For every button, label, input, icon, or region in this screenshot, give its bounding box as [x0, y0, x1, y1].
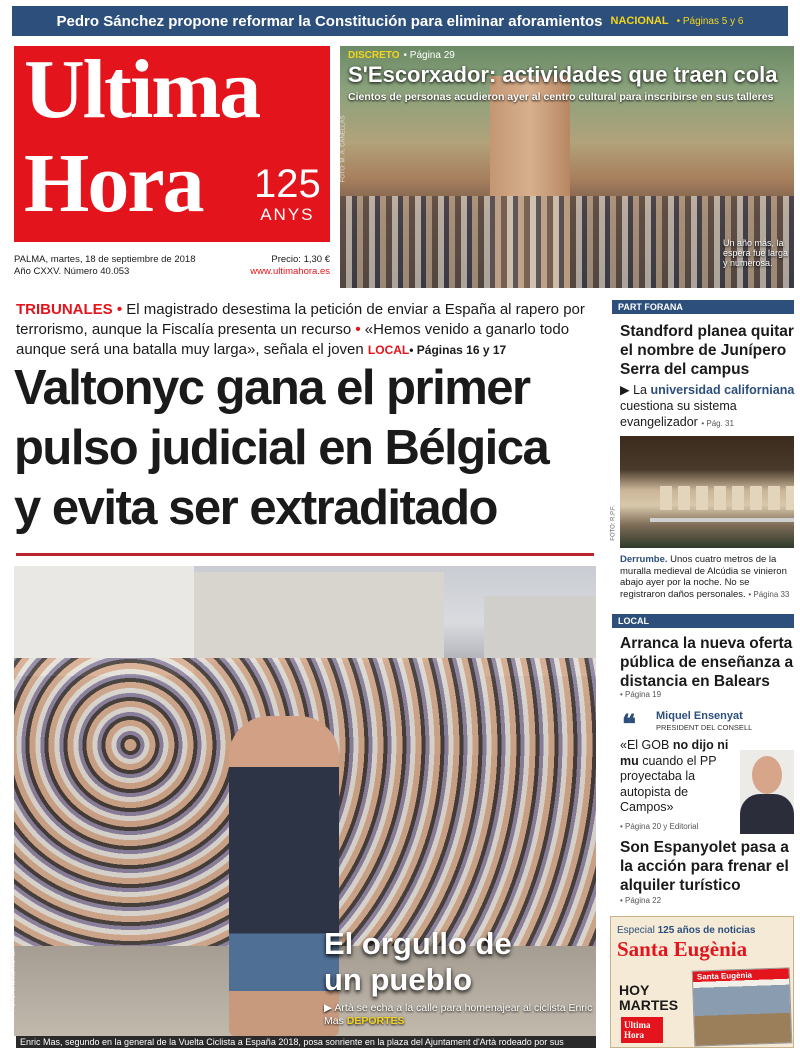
- lead-headline[interactable]: [14, 358, 604, 538]
- lead-deck: TRIBUNALES • El magistrado desestima la petición de enviar a España al rapero por terrorismo, aunque la Fiscalía presenta un recurso • «Hemos venido a ganarlo todo aunque será una batalla muy larga», señala el joven LOCAL• Páginas 16 y 17: [16, 301, 585, 358]
- photo-building: [194, 572, 444, 662]
- dateline: [14, 254, 330, 284]
- portrait-face: [752, 756, 782, 794]
- lead-divider: [16, 553, 594, 556]
- promo-special: Especial 125 años de noticias: [617, 925, 756, 936]
- special-promo[interactable]: [610, 916, 794, 1048]
- issue-volume: Año CXXV. Número 40.053: [14, 266, 130, 277]
- local-headline[interactable]: Arranca la nueva oferta pública de enseñanza a distancia en Balears: [620, 635, 794, 690]
- section-label-part-forana[interactable]: PART FORANA: [612, 300, 794, 314]
- main-photo-subhead: ▶ Artà se echa a la calle para homenajear al ciclista Enric Mas DEPORTES: [324, 1002, 593, 1027]
- lead-headline-line: y evita ser extraditado: [14, 481, 497, 535]
- espanyolet-page: • Página 22: [620, 896, 662, 905]
- portrait-body: [740, 794, 794, 834]
- top-banner[interactable]: [12, 6, 788, 36]
- top-story-headline[interactable]: S'Escorxador: actividades que traen cola: [348, 62, 778, 87]
- logo-line-1: Ultima: [24, 43, 260, 136]
- lead-section[interactable]: TRIBUNALES: [16, 301, 113, 318]
- part-forana-text: ▶ La universidad californiana cuestiona su sistema evangelizador • Pág. 31: [620, 383, 795, 429]
- banner-headline[interactable]: Pedro Sánchez propone reformar la Constitución para eliminar aforamientos: [56, 12, 603, 30]
- top-story-kicker: DISCRETO • Página 29: [348, 50, 455, 61]
- site-url[interactable]: www.ultimahora.es: [250, 266, 330, 277]
- espanyolet-headline[interactable]: Son Espanyolet pasa a la acción para frenar el alquiler turístico: [620, 839, 789, 894]
- photo-battlements: [660, 486, 794, 510]
- quote-author: Miquel Ensenyat: [656, 710, 743, 722]
- issue-date: PALMA, martes, 18 de septiembre de 2018: [14, 254, 196, 265]
- main-photo-caption: Enric Mas, segundo en la general de la Vuelta Ciclista a España 2018, posa sonriente en la plaza del Ajuntament d'Artà rodeado por sus vecinos.: [16, 1036, 596, 1048]
- quote-icon: ❝: [622, 710, 636, 740]
- lead-headline-line: pulso judicial en Bélgica: [14, 421, 549, 475]
- main-photo-headline[interactable]: El orgullo de un pueblo: [324, 926, 512, 997]
- photo-cyclist: [229, 716, 339, 1036]
- main-photo-credit: FOTO: JAUME MOREY: [10, 947, 17, 1011]
- wall-collapse-photo[interactable]: [620, 436, 794, 548]
- lead-deck-2: «Hemos venido a ganarlo todo aunque será una batalla muy larga», señala el joven: [16, 321, 570, 358]
- lead-headline-line: Valtonyc gana el primer: [14, 361, 530, 415]
- anniversary-mark: [254, 164, 321, 223]
- banner-section: NACIONAL: [610, 15, 669, 27]
- logo-line-2: Hora: [24, 137, 203, 230]
- main-photo[interactable]: [10, 566, 596, 1036]
- quote-text[interactable]: «El GOB no dijo ni mu cuando el PP proyectaba la autopista de Campos»: [620, 738, 729, 814]
- lead-deck-1: El magistrado desestima la petición de enviar a España al rapero por terrorismo, aunque la Fiscalía presenta un recurso: [16, 301, 585, 338]
- local-page: • Página 19: [620, 690, 662, 699]
- derrumbe-text: Derrumbe. Unos cuatro metros de la muralla medieval de Alcúdia se vinieron abajo ayer por la noche. No se registraron daños personales. • Página 33: [620, 554, 790, 600]
- anniversary-word: ANYS: [260, 205, 315, 224]
- promo-day: HOY MARTES: [619, 982, 679, 1013]
- photo-railing: [650, 518, 794, 522]
- wall-photo-credit: FOTO: R.P.F.: [610, 505, 617, 541]
- banner-pages: • Páginas 5 y 6: [676, 15, 744, 27]
- top-story-caption: Un año más, la espera fue larga y numerosa.: [723, 238, 789, 268]
- top-photo-credit: FOTO: M. À. CAÑELLAS: [340, 115, 347, 183]
- masthead-logo[interactable]: [14, 43, 330, 242]
- top-story-photo[interactable]: [340, 46, 794, 288]
- quote-page: • Página 20 y Editorial: [620, 822, 699, 831]
- lead-pages: • Páginas 16 y 17: [409, 343, 507, 357]
- main-photo-section[interactable]: DEPORTES: [346, 1015, 405, 1027]
- promo-mini-logo: Ultima Hora: [621, 1017, 663, 1043]
- lead-local-section[interactable]: LOCAL: [367, 343, 410, 357]
- promo-title: Santa Eugènia: [617, 937, 748, 961]
- quote-author-position: PRESIDENT DEL CONSELL: [656, 723, 753, 732]
- issue-price: Precio: 1,30 €: [271, 254, 330, 265]
- promo-magazine-cover: Santa Eugènia: [692, 967, 793, 1046]
- section-label-local[interactable]: LOCAL: [612, 614, 794, 628]
- part-forana-headline[interactable]: Standford planea quitar el nombre de Junípero Serra del campus: [620, 323, 794, 378]
- top-story-subhead: Cientos de personas acudieron ayer al centro cultural para inscribirse en sus talleres: [348, 91, 774, 103]
- author-portrait: [740, 750, 794, 834]
- anniversary-number: 125: [254, 162, 321, 206]
